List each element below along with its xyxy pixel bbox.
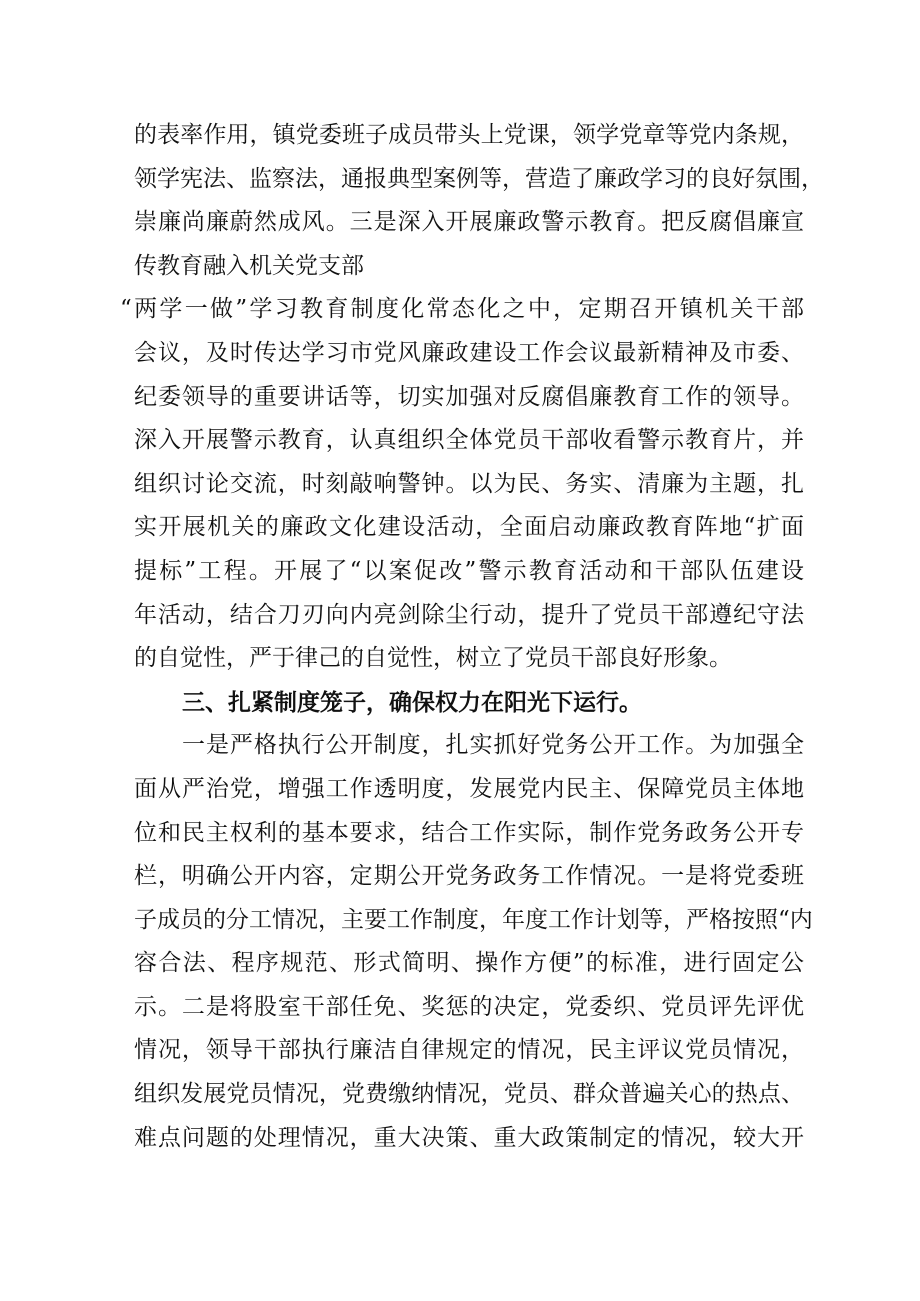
text-line: 组织发展党员情况，党费缴纳情况，党员、群众普遍关心的热点、 [134, 1081, 804, 1108]
text-line: 位和民主权利的基本要求，结合工作实际，制作党务政务公开专 [134, 819, 804, 846]
text-line: 实开展机关的廉政文化建设活动，全面启动廉政教育阵地“扩面 [134, 514, 804, 541]
text-line: 传教育融入机关党支部 [134, 252, 364, 279]
text-line: 的自觉性，严于律己的自觉性，树立了党员干部良好形象。 [134, 645, 732, 672]
text-line: 面从严治党，增强工作透明度，发展党内民主、保障党员主体地 [134, 775, 804, 802]
text-line: 容合法、程序规范、形式简明、操作方便”的标准，进行固定公 [134, 950, 804, 977]
text-line: 的表率作用，镇党委班子成员带头上党课，领学党章等党内条规， [134, 122, 804, 148]
text-line: 深入开展警示教育，认真组织全体党员干部收看警示教育片，并 [134, 427, 804, 454]
text-line: 纪委领导的重要讲话等，切实加强对反腐倡廉教育工作的领导。 [134, 383, 804, 410]
text-line: 崇廉尚廉蔚然成风。三是深入开展廉政警示教育。把反腐倡廉宣 [134, 209, 804, 236]
document-body [120, 114, 824, 1160]
text-line: 会议，及时传达学习市党风廉政建设工作会议最新精神及市委、 [134, 339, 804, 366]
text-line: 示。二是将股室干部任免、奖惩的决定，党委织、党员评先评优 [134, 993, 804, 1020]
text-line: 年活动，结合刀刃向内亮剑除尘行动，提升了党员干部遵纪守法 [134, 601, 804, 628]
section-heading: 三、扎紧制度笼子，确保权力在阳光下运行。 [182, 688, 642, 716]
text-line: “两学一做”学习教育制度化常态化之中，定期召开镇机关干部 [120, 296, 804, 323]
text-line: 栏，明确公开内容，定期公开党务政务工作情况。一是将党委班 [134, 863, 804, 890]
text-line: 领学宪法、监察法，通报典型案例等，营造了廉政学习的良好氛围， [134, 165, 824, 192]
text-line: 提标”工程。开展了“以案促改”警示教育活动和干部队伍建设 [134, 557, 804, 584]
text-line: 一是严格执行公开制度，扎实抓好党务公开工作。为加强全 [182, 732, 804, 759]
text-line: 难点问题的处理情况，重大决策、重大政策制定的情况，较大开 [134, 1124, 804, 1151]
text-line: 组织讨论交流，时刻敲响警钟。以为民、务实、清廉为主题，扎 [134, 470, 804, 497]
text-line: 子成员的分工情况，主要工作制度，年度工作计划等，严格按照“内 [134, 906, 813, 933]
text-line: 情况，领导干部执行廉洁自律规定的情况，民主评议党员情况， [134, 1037, 804, 1064]
